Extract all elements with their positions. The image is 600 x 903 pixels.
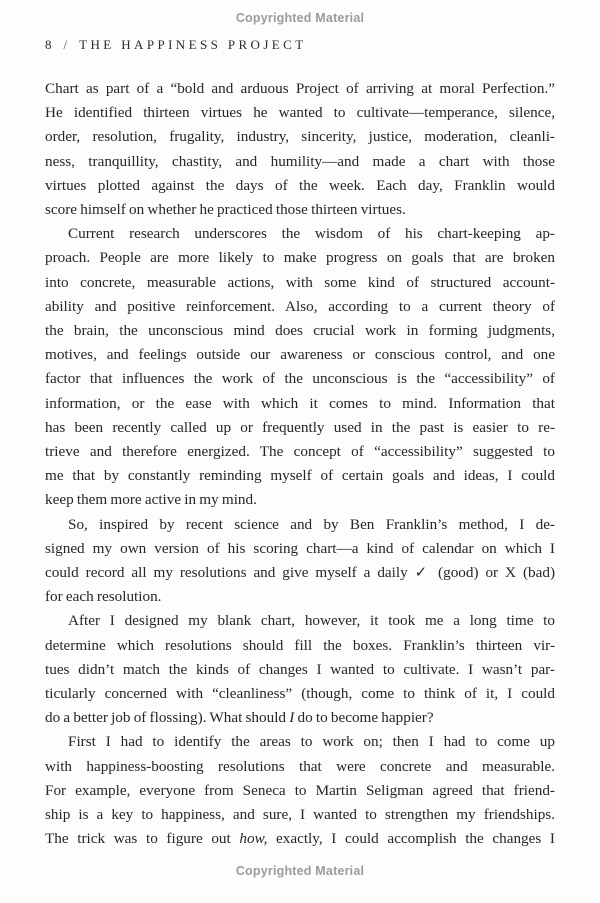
text-line: He identified thirteen virtues he wanted to cultivate—temperance, silence,: [45, 104, 555, 122]
header-separator: /: [63, 37, 68, 52]
text-line: information, or the ease with which it comes to mind. Information that: [45, 394, 555, 412]
text-line: motives, and feelings outside our awareness or conscious control, and one: [45, 346, 555, 364]
text-line: So, inspired by recent science and by Ben Franklin’s method, I de-: [68, 515, 555, 533]
text-line: First I had to identify the areas to work on; then I had to come up: [68, 733, 555, 751]
text-line: with happiness-boosting resolutions that were concrete and measurable.: [45, 757, 555, 775]
text-line: The trick was to figure out how, exactly, I could accomplish the changes I: [45, 830, 555, 848]
text-line: could record all my resolutions and give myself a daily ✓ (good) or X (bad): [45, 564, 555, 582]
text-line: proach. People are more likely to make progress on goals that are broken: [45, 249, 555, 267]
text-line: has been recently called up or frequently used in the past is easier to re-: [45, 418, 555, 436]
text-line: score himself on whether he practiced those thirteen virtues.: [45, 201, 406, 219]
text-line: signed my own version of his scoring chart—a kind of calendar on which I: [45, 539, 555, 557]
page-body: [45, 77, 555, 852]
text-line: me that by constantly reminding myself of certain goals and ideas, I could: [45, 467, 555, 485]
text-line: ship is a key to happiness, and sure, I wanted to strengthen my friendships.: [45, 806, 555, 824]
text-line: ness, tranquillity, chastity, and humility—and made a chart with those: [45, 152, 555, 170]
text-line: keep them more active in my mind.: [45, 491, 257, 509]
copyright-notice-top: Copyrighted Material: [235, 11, 365, 25]
text-line: determine which resolutions should fill the boxes. Franklin’s thirteen vir-: [45, 636, 555, 654]
paragraph: [45, 609, 555, 730]
text-line: tues didn’t match the kinds of changes I wanted to cultivate. I wasn’t par-: [45, 660, 555, 678]
text-line: order, resolution, frugality, industry, sincerity, justice, moderation, cleanli-: [45, 128, 555, 146]
text-line: ability and positive reinforcement. Also, according to a current theory of: [45, 297, 555, 315]
text-line: for each resolution.: [45, 588, 162, 606]
text-line: the brain, the unconscious mind does crucial work in forming judgments,: [45, 322, 555, 340]
text-line: Chart as part of a “bold and arduous Project of arriving at moral Perfection.”: [45, 80, 555, 97]
text-line: For example, everyone from Seneca to Martin Seligman agreed that friend-: [45, 781, 555, 799]
paragraph: [45, 222, 555, 512]
text-line: into concrete, measurable actions, with some kind of structured account-: [45, 273, 555, 291]
text-line: virtues plotted against the days of the week. Each day, Franklin would: [45, 176, 555, 194]
paragraph: [45, 513, 555, 610]
text-line: trieve and therefore energized. The concept of “accessibility” suggested to: [45, 443, 555, 461]
text-line: Current research underscores the wisdom of his chart-keeping ap-: [68, 225, 555, 243]
running-title: THE HAPPINESS PROJECT: [79, 37, 307, 52]
page-number: 8: [45, 37, 54, 52]
text-line: factor that influences the work of the unconscious is the “accessibility” of: [45, 370, 555, 388]
paragraph: [45, 730, 555, 851]
paragraph: [45, 77, 555, 222]
text-line: ticularly concerned with “cleanliness” (though, come to think of it, I could: [45, 685, 555, 703]
copyright-notice-bottom: Copyrighted Material: [235, 864, 365, 878]
running-header: [45, 37, 307, 53]
text-line: do a better job of flossing). What should I do to become happier?: [45, 709, 434, 727]
text-line: After I designed my blank chart, however, it took me a long time to: [68, 612, 555, 630]
